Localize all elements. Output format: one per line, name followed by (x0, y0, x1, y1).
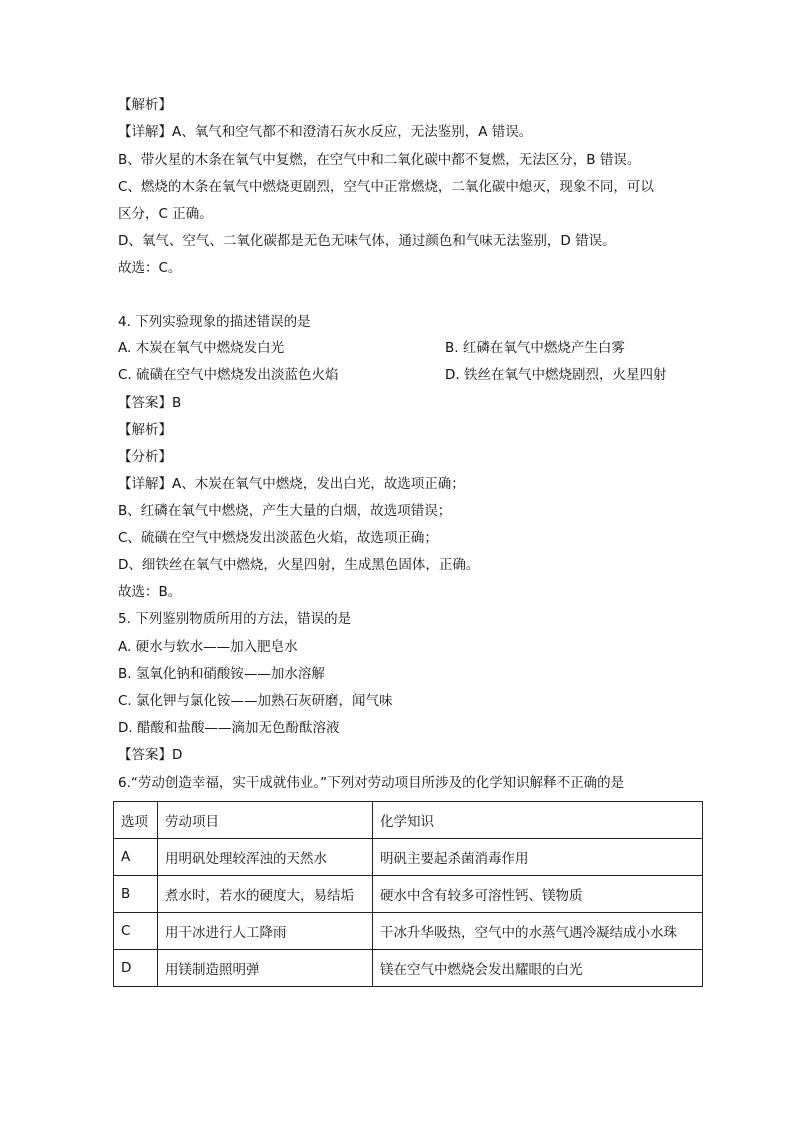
q5-option-b: B. 氢氧化钠和硝酸铵——加水溶解 (118, 666, 325, 682)
q4-detail-d: D、细铁丝在氧气中燃烧，火星四射，生成黑色固体，正确。 (118, 557, 480, 573)
table-cell: B (114, 876, 158, 913)
q4-detail-b: B、红磷在氧气中燃烧，产生大量的白烟，故选项错误； (118, 503, 452, 519)
q6-table (113, 801, 703, 987)
q3-detail-c-line2: 区分，C 正确。 (118, 206, 213, 222)
table-cell: D (114, 950, 158, 987)
q3-detail-b: B、带火星的木条在氧气中复燃，在空气中和二氧化碳中都不复燃，无法区分，B 错误。 (118, 152, 641, 168)
q4-detail-a: 【详解】A、木炭在氧气中燃烧，发出白光，故选项正确； (118, 476, 465, 492)
table-header-cell: 选项 (114, 802, 158, 839)
table-cell: A (114, 839, 158, 876)
q4-stem: 4. 下列实验现象的描述错误的是 (118, 314, 311, 330)
q3-detail-a: 【详解】A、氧气和空气都不和澄清石灰水反应，无法鉴别，A 错误。 (118, 124, 533, 140)
q5-option-c: C. 氯化钾与氯化铵——加熟石灰研磨，闻气味 (118, 693, 393, 709)
q5-option-d: D. 醋酸和盐酸——滴加无色酚酞溶液 (118, 720, 340, 736)
q6-stem: 6.“劳动创造幸福，实干成就伟业。”下列对劳动项目所涉及的化学知识解释不正确的是 (118, 775, 625, 791)
q4-option-b: B. 红磷在氧气中燃烧产生白雾 (445, 340, 625, 356)
q4-choice: 故选：B。 (118, 584, 182, 600)
q4-fenxi-heading: 【分析】 (118, 449, 172, 465)
table-cell: 镁在空气中燃烧会发出耀眼的白光 (373, 950, 703, 987)
q5-option-a: A. 硬水与软水——加入肥皂水 (118, 639, 298, 655)
q4-option-a: A. 木炭在氧气中燃烧发白光 (118, 340, 285, 356)
q3-analysis-heading: 【解析】 (118, 97, 172, 113)
table-cell: 明矾主要起杀菌消毒作用 (373, 839, 703, 876)
table-header-cell: 劳动项目 (158, 802, 373, 839)
table-row (114, 876, 703, 913)
q3-detail-d: D、氧气、空气、二氧化碳都是无色无味气体，通过颜色和气味无法鉴别，D 错误。 (118, 233, 616, 249)
table-cell: C (114, 913, 158, 950)
q5-stem: 5. 下列鉴别物质所用的方法，错误的是 (118, 611, 352, 627)
table-cell: 煮水时，若水的硬度大，易结垢 (158, 876, 373, 913)
table-cell: 硬水中含有较多可溶性钙、镁物质 (373, 876, 703, 913)
q4-answer: 【答案】B (118, 395, 182, 411)
table-header-cell: 化学知识 (373, 802, 703, 839)
table-cell: 干冰升华吸热，空气中的水蒸气遇冷凝结成小水珠 (373, 913, 703, 950)
q4-analysis-heading: 【解析】 (118, 422, 172, 438)
q4-option-c: C. 硫磺在空气中燃烧发出淡蓝色火焰 (118, 367, 339, 383)
table-header-row (114, 802, 703, 839)
table-row (114, 950, 703, 987)
table-cell: 用镁制造照明弹 (158, 950, 373, 987)
q5-answer: 【答案】D (118, 747, 183, 763)
table-cell: 用明矾处理较浑浊的天然水 (158, 839, 373, 876)
table-row (114, 839, 703, 876)
table-cell: 用干冰进行人工降雨 (158, 913, 373, 950)
q4-option-d: D. 铁丝在氧气中燃烧剧烈，火星四射 (445, 367, 667, 383)
table-row (114, 913, 703, 950)
q3-detail-c-line1: C、燃烧的木条在氧气中燃烧更剧烈，空气中正常燃烧，二氧化碳中熄灭，现象不同，可以 (118, 179, 654, 195)
q3-choice: 故选：C。 (118, 260, 182, 276)
q4-detail-c: C、硫磺在空气中燃烧发出淡蓝色火焰，故选项正确； (118, 530, 438, 546)
